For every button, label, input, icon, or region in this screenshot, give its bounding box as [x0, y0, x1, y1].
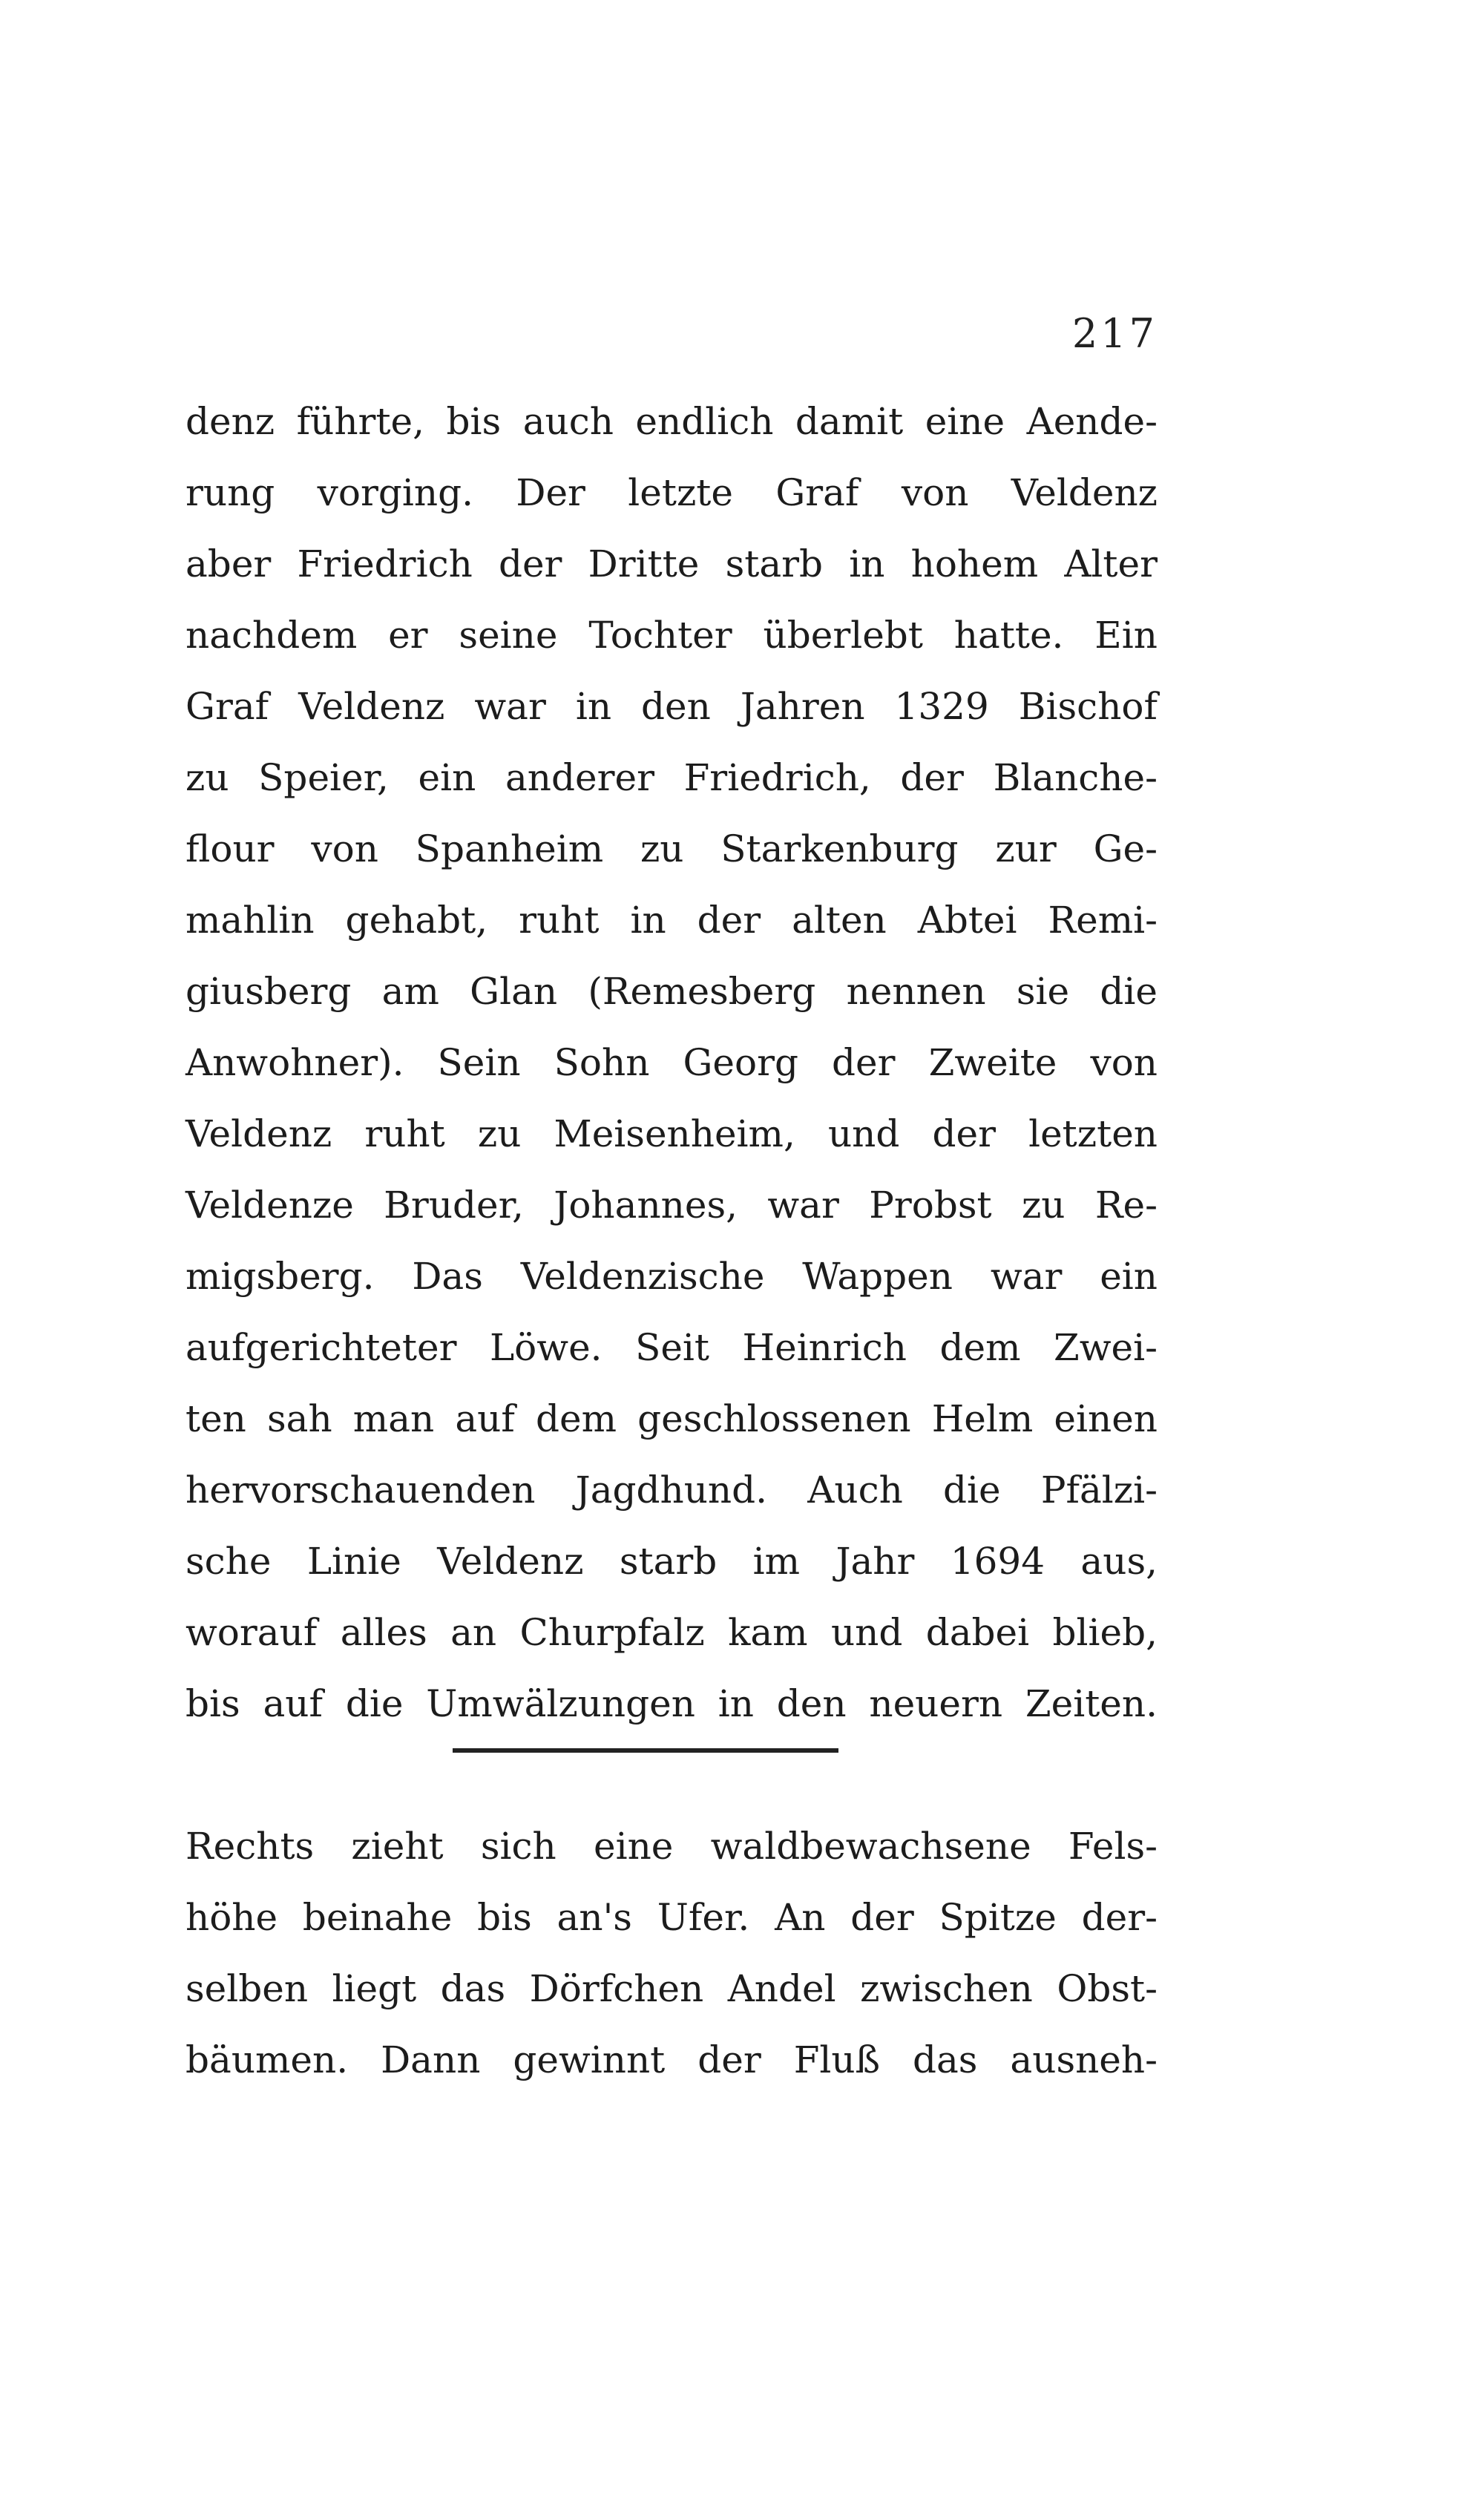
text-line: hervorschauenden Jagdhund. Auch die Pfälzi-: [186, 1468, 1158, 1512]
text-line: Rechts zieht sich eine waldbewachsene Fels-: [186, 1825, 1158, 1868]
text-line: selben liegt das Dörfchen Andel zwischen Obst-: [186, 1967, 1158, 2010]
text-line: aber Friedrich der Dritte starb in hohem Alter: [186, 542, 1158, 585]
text-line: ten sah man auf dem geschlossenen Helm einen: [186, 1397, 1158, 1440]
text-line: zu Speier, ein anderer Friedrich, der Blanche-: [186, 756, 1158, 799]
text-line: sche Linie Veldenz starb im Jahr 1694 aus,: [186, 1540, 1158, 1583]
paragraph-rechts: [186, 1811, 1158, 2096]
text-line: höhe beinahe bis an's Ufer. An der Spitze der-: [186, 1896, 1158, 1939]
text-line: Graf Veldenz war in den Jahren 1329 Bischof: [186, 685, 1158, 728]
text-line: giusberg am Glan (Remesberg nennen sie die: [186, 970, 1158, 1013]
text-line: bäumen. Dann gewinnt der Fluß das ausneh-: [186, 2038, 1158, 2081]
paragraph-veldenz: [186, 386, 1158, 1739]
text-line: mahlin gehabt, ruht in der alten Abtei Remi-: [186, 899, 1158, 942]
page-number: 217: [1071, 310, 1158, 357]
text-line: denz führte, bis auch endlich damit eine Aende-: [186, 400, 1158, 443]
text-line: migsberg. Das Veldenzische Wappen war ein: [186, 1255, 1158, 1298]
text-line: worauf alles an Churpfalz kam und dabei blieb,: [186, 1611, 1158, 1654]
text-line: rung vorging. Der letzte Graf von Veldenz: [186, 471, 1158, 514]
text-line: Anwohner). Sein Sohn Georg der Zweite von: [186, 1041, 1158, 1084]
text-line: nachdem er seine Tochter überlebt hatte. Ein: [186, 614, 1158, 657]
text-line: Veldenz ruht zu Meisenheim, und der letzten: [186, 1112, 1158, 1155]
text-line: flour von Spanheim zu Starkenburg zur Ge-: [186, 827, 1158, 870]
section-divider: [453, 1748, 838, 1753]
text-line: bis auf die Umwälzungen in den neuern Zeiten.: [186, 1682, 1158, 1725]
text-line: aufgerichteter Löwe. Seit Heinrich dem Zwei-: [186, 1326, 1158, 1369]
text-line: Veldenze Bruder, Johannes, war Probst zu Re-: [186, 1184, 1158, 1227]
